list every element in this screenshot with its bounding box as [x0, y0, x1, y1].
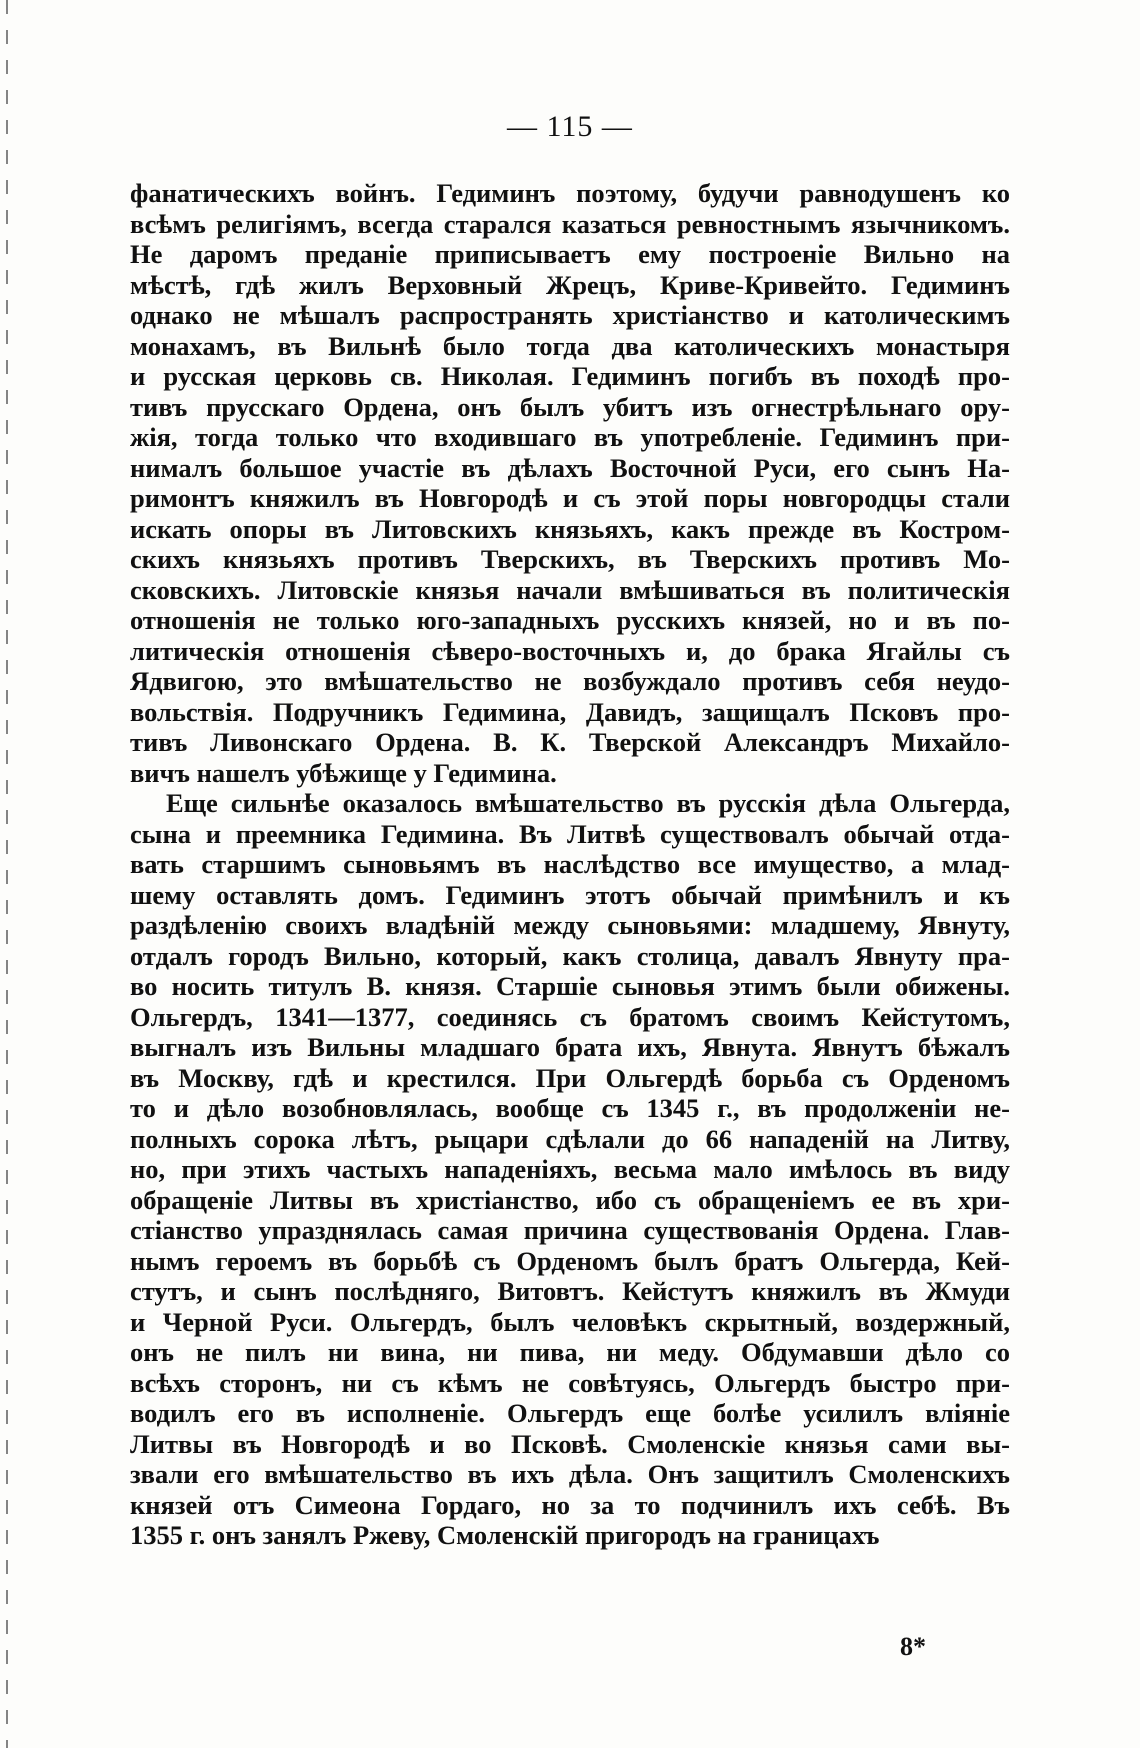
text-line: мѣстѣ, гдѣ жилъ Верховный Жрецъ, Криве-Кривейто. Гедиминъ	[130, 269, 1010, 300]
text-line: и русская церковь св. Николая. Гедиминъ погибъ въ походѣ про-	[130, 361, 1010, 391]
text-line: однако не мѣшалъ распространять христіанство и католическимъ	[130, 300, 1010, 330]
text-line: фанатическихъ войнъ. Гедиминъ поэтому, будучи равнодушенъ ко	[130, 178, 1010, 208]
text-line: стутъ, и сынъ послѣдняго, Витовтъ. Кейстутъ княжилъ въ Жмуди	[130, 1276, 1010, 1306]
text-line: вичъ нашелъ убѣжище у Гедимина.	[130, 757, 557, 788]
text-line: монахамъ, въ Вильнѣ было тогда два католическихъ монастыря	[130, 330, 1010, 361]
text-line: въ Москву, гдѣ и крестился. При Ольгердѣ борьба съ Орденомъ	[130, 1062, 1010, 1093]
text-line: во носить титулъ В. князя. Старшіе сыновья этимъ были обижены.	[130, 971, 1010, 1001]
body-text	[130, 178, 1010, 1551]
text-line: звали его вмѣшательство въ ихъ дѣла. Онъ защитилъ Смоленскихъ	[130, 1459, 1010, 1489]
page-number: — 115 —	[507, 110, 633, 143]
text-line: выгналъ изъ Вильны младшаго брата ихъ, Явнута. Явнутъ бѣжалъ	[130, 1032, 1010, 1062]
text-line: тивъ Ливонскаго Ордена. В. К. Тверской Александръ Михайло-	[130, 727, 1010, 757]
text-line: нымъ героемъ въ борьбѣ съ Орденомъ былъ братъ Ольгерда, Кей-	[130, 1245, 1010, 1276]
text-line: но, при этихъ частыхъ нападеніяхъ, весьма мало имѣлось въ виду	[130, 1154, 1010, 1184]
text-line: раздѣленію своихъ владѣній между сыновьями: младшему, Явнуту,	[130, 910, 1010, 940]
text-line: Еще сильнѣе оказалось вмѣшательство въ русскія дѣла Ольгерда,	[166, 788, 1010, 818]
text-line: 1355 г. онъ занялъ Ржеву, Смоленскій пригородъ на границахъ	[130, 1520, 880, 1550]
text-line: вать старшимъ сыновьямъ въ наслѣдство все имущество, а млад-	[130, 849, 1010, 879]
text-line: всѣхъ сторонъ, ни съ кѣмъ не совѣтуясь, Ольгердъ быстро при-	[130, 1367, 1010, 1398]
text-line: скихъ князьяхъ противъ Тверскихъ, въ Тверскихъ противъ Мо-	[130, 544, 1010, 574]
text-line: тивъ прусскаго Ордена, онъ былъ убитъ изъ огнестрѣльнаго ору-	[130, 391, 1010, 422]
text-line: шему оставлять домъ. Гедиминъ этотъ обычай примѣнилъ и къ	[130, 879, 1010, 910]
text-line: Не даромъ преданіе приписываетъ ему построеніе Вильно на	[130, 239, 1010, 269]
text-line: литическія отношенія сѣверо-восточныхъ и, до брака Ягайлы съ	[130, 635, 1010, 666]
text-line: сына и преемника Гедимина. Въ Литвѣ существовалъ обычай отда-	[130, 818, 1010, 849]
text-line: стіанство упразднялась самая причина существованія Ордена. Глав-	[130, 1215, 1010, 1245]
page-edge-shadow	[6, 0, 8, 1748]
text-line: полныхъ сорока лѣтъ, рыцари сдѣлали до 66 нападеній на Литву,	[130, 1123, 1010, 1154]
text-line: онъ не пилъ ни вина, ни пива, ни меду. Обдумавши дѣло со	[130, 1337, 1010, 1367]
text-line: нималъ большое участіе въ дѣлахъ Восточной Руси, его сынъ На-	[130, 452, 1010, 483]
text-line: всѣмъ религіямъ, всегда старался казаться ревностнымъ язычникомъ.	[130, 208, 1010, 239]
text-line: Литвы въ Новгородѣ и во Псковѣ. Смоленскіе князья сами вы-	[130, 1428, 1010, 1459]
text-line: римонтъ княжилъ въ Новгородѣ и съ этой поры новгородцы стали	[130, 483, 1010, 513]
signature-mark: 8*	[900, 1632, 926, 1661]
text-line: отдалъ городъ Вильно, который, какъ столица, давалъ Явнуту пра-	[130, 940, 1010, 971]
text-line: искать опоры въ Литовскихъ князьяхъ, какъ прежде въ Костром-	[130, 513, 1010, 544]
text-line: водилъ его въ исполненіе. Ольгердъ еще болѣе усилилъ вліяніе	[130, 1398, 1010, 1428]
text-line: князей отъ Симеона Гордаго, но за то подчинилъ ихъ себѣ. Въ	[130, 1489, 1010, 1520]
text-line: и Черной Руси. Ольгердъ, былъ человѣкъ скрытный, воздержный,	[130, 1306, 1010, 1337]
text-line: сковскихъ. Литовскіе князья начали вмѣшиваться въ политическія	[130, 574, 1010, 605]
text-line: отношенія не только юго-западныхъ русскихъ князей, но и въ по-	[130, 605, 1010, 635]
text-line: то и дѣло возобновлялась, вообще съ 1345 г., въ продолженіи не-	[130, 1093, 1010, 1123]
text-line: Ольгердъ, 1341—1377, соединясь съ братомъ своимъ Кейстутомъ,	[130, 1001, 1010, 1032]
text-line: Ядвигою, это вмѣшательство не возбуждало противъ себя неудо-	[130, 666, 1010, 696]
text-line: обращеніе Литвы въ христіанство, ибо съ обращеніемъ ее въ хри-	[130, 1184, 1010, 1215]
text-line: вольствія. Подручникъ Гедимина, Давидъ, защищалъ Псковъ про-	[130, 696, 1010, 727]
text-line: жія, тогда только что входившаго въ употребленіе. Гедиминъ при-	[130, 422, 1010, 452]
